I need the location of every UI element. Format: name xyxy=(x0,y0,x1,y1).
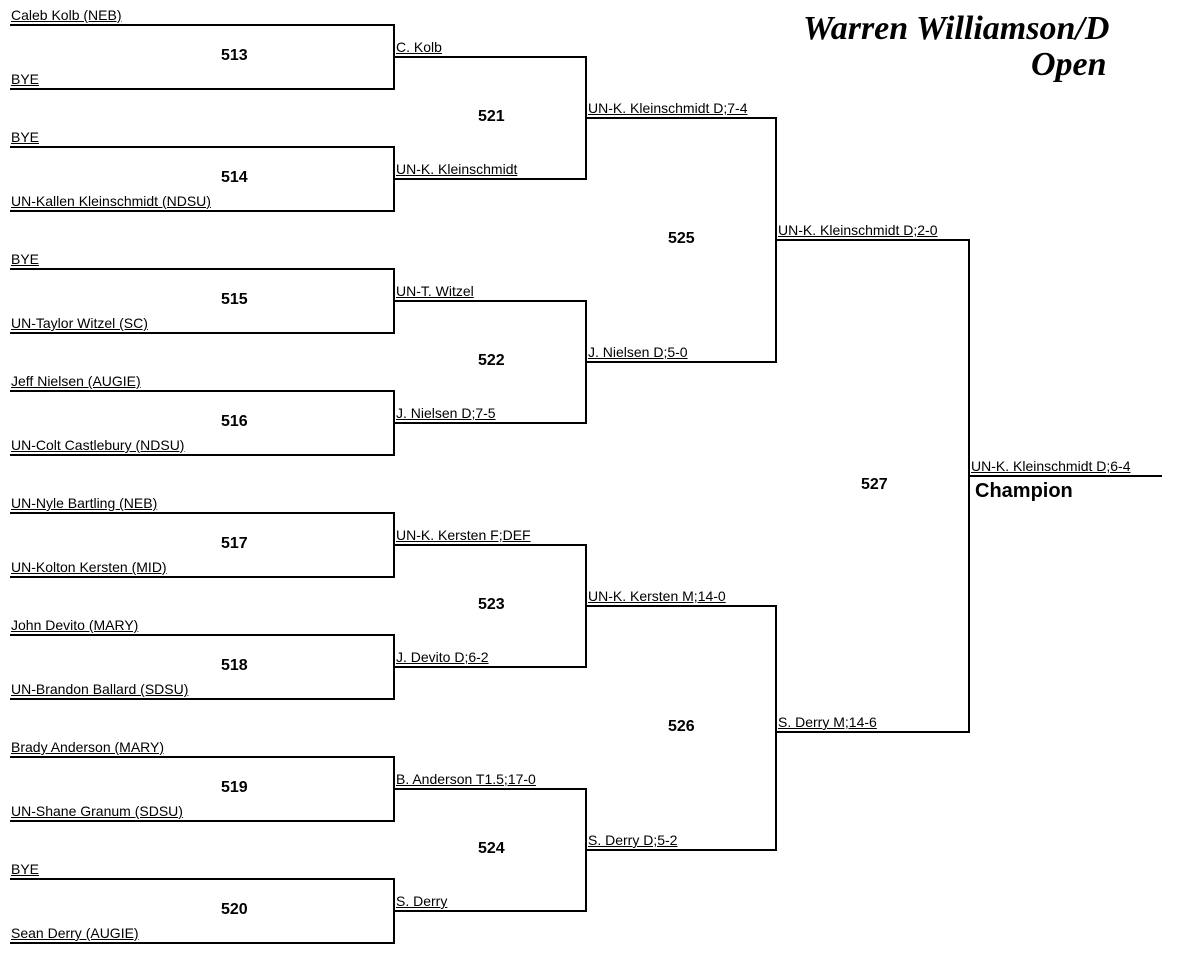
competitor-label: UN-K. Kleinschmidt xyxy=(396,161,518,177)
bout-number: 515 xyxy=(221,291,248,308)
bout-number: 514 xyxy=(221,169,248,186)
bout-number: 518 xyxy=(221,657,248,674)
competitor-label: BYE xyxy=(11,251,40,267)
bracket-connector xyxy=(968,239,970,733)
bout-number: 517 xyxy=(221,535,248,552)
competitor-label: UN-K. Kleinschmidt D;2-0 xyxy=(778,222,938,238)
title-line-1: Warren Williamson/D xyxy=(803,10,1110,47)
competitor-label: BYE xyxy=(11,71,40,87)
competitor-label: UN-Taylor Witzel (SC) xyxy=(11,315,148,331)
bout-number: 525 xyxy=(668,230,695,247)
competitor-label: UN-Shane Granum (SDSU) xyxy=(11,803,183,819)
bracket-line xyxy=(10,268,395,270)
competitor-label: BYE xyxy=(11,861,40,877)
competitor-label: UN-K. Kleinschmidt D;7-4 xyxy=(588,100,748,116)
bracket-line xyxy=(395,422,587,424)
bracket-line xyxy=(587,849,777,851)
bracket-line xyxy=(10,942,395,944)
competitor-label: S. Derry M;14-6 xyxy=(778,714,877,730)
bracket-line xyxy=(10,820,395,822)
competitor-label: John Devito (MARY) xyxy=(11,617,139,633)
competitor-label: UN-Colt Castlebury (NDSU) xyxy=(11,437,185,453)
bout-number: 519 xyxy=(221,779,248,796)
competitor-label: UN-Kallen Kleinschmidt (NDSU) xyxy=(11,193,211,209)
bout-number: 527 xyxy=(861,476,888,493)
bracket-line xyxy=(10,88,395,90)
competitor-label: S. Derry D;5-2 xyxy=(588,832,678,848)
competitor-label: UN-Kolton Kersten (MID) xyxy=(11,559,167,575)
bout-number: 521 xyxy=(478,108,505,125)
bout-number: 526 xyxy=(668,718,695,735)
champion-caption: Champion xyxy=(975,480,1073,502)
bracket-line xyxy=(395,56,587,58)
bracket-line xyxy=(587,117,777,119)
bout-number: 520 xyxy=(221,901,248,918)
bracket-line xyxy=(10,146,395,148)
bout-number: 524 xyxy=(478,840,505,857)
bracket-line xyxy=(777,239,970,241)
bracket-line xyxy=(10,634,395,636)
bracket-line xyxy=(395,178,587,180)
champion-name: UN-K. Kleinschmidt D;6-4 xyxy=(971,458,1131,474)
bracket-line xyxy=(10,512,395,514)
competitor-label: J. Devito D;6-2 xyxy=(396,649,489,665)
bracket-line xyxy=(587,361,777,363)
competitor-label: Jeff Nielsen (AUGIE) xyxy=(11,373,141,389)
bracket-line xyxy=(395,666,587,668)
bracket-line xyxy=(395,788,587,790)
bracket-line xyxy=(10,24,395,26)
competitor-label: BYE xyxy=(11,129,40,145)
bracket-line xyxy=(395,910,587,912)
competitor-label: Brady Anderson (MARY) xyxy=(11,739,165,755)
competitor-label: J. Nielsen D;5-0 xyxy=(588,344,688,360)
competitor-label: UN-Brandon Ballard (SDSU) xyxy=(11,681,189,697)
competitor-label: UN-Nyle Bartling (NEB) xyxy=(11,495,158,511)
bracket-line xyxy=(10,576,395,578)
bracket-line xyxy=(10,390,395,392)
bout-number: 513 xyxy=(221,47,248,64)
bout-number: 522 xyxy=(478,352,505,369)
bracket-line xyxy=(10,878,395,880)
competitor-label: Sean Derry (AUGIE) xyxy=(11,925,139,941)
bracket-line xyxy=(10,332,395,334)
bracket-line xyxy=(10,756,395,758)
bracket-line xyxy=(395,300,587,302)
bracket-line xyxy=(10,454,395,456)
competitor-label: B. Anderson T1.5;17-0 xyxy=(396,771,536,787)
competitor-label: Caleb Kolb (NEB) xyxy=(11,7,122,23)
bracket-line xyxy=(587,605,777,607)
bracket-line xyxy=(10,210,395,212)
competitor-label: UN-K. Kersten F;DEF xyxy=(396,527,531,543)
bracket-line xyxy=(10,698,395,700)
bracket-connector xyxy=(775,605,777,851)
bout-number: 516 xyxy=(221,413,248,430)
bout-number: 523 xyxy=(478,596,505,613)
bracket-line xyxy=(395,544,587,546)
winner-line xyxy=(970,475,1162,477)
competitor-label: UN-K. Kersten M;14-0 xyxy=(588,588,726,604)
bracket-line xyxy=(777,731,970,733)
competitor-label: C. Kolb xyxy=(396,39,442,55)
competitor-label: S. Derry xyxy=(396,893,448,909)
competitor-label: UN-T. Witzel xyxy=(396,283,474,299)
title-line-2: Open xyxy=(1031,46,1107,83)
competitor-label: J. Nielsen D;7-5 xyxy=(396,405,496,421)
